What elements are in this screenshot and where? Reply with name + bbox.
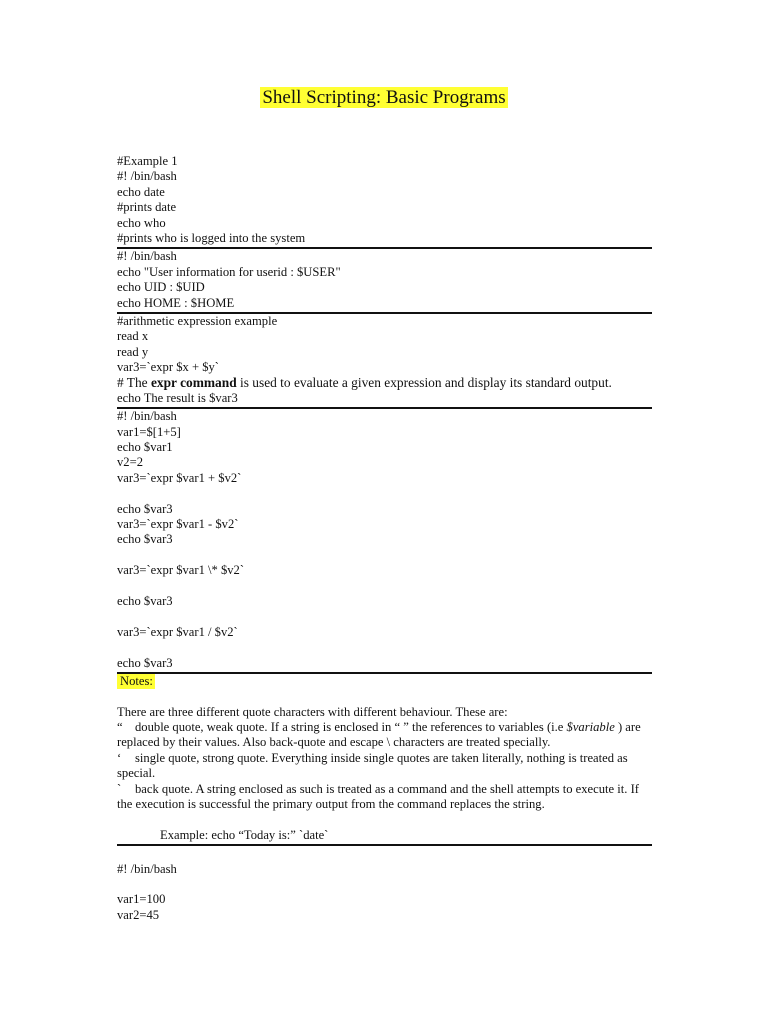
code-line: echo The result is $var3 <box>117 390 238 405</box>
code-line: #prints who is logged into the system <box>117 230 306 245</box>
var-block <box>117 846 652 923</box>
code-line: var3=`expr $var1 - $v2` <box>117 516 239 531</box>
notes-label: Notes: <box>117 674 155 689</box>
back-quote-symbol: ` <box>117 781 122 796</box>
single-quote-symbol: ‘ <box>117 750 122 765</box>
code-line: var2=45 <box>117 907 160 922</box>
double-quote-symbol: “ <box>117 720 123 735</box>
code-line: echo UID : $UID <box>117 280 205 295</box>
code-line: v2=2 <box>117 455 143 470</box>
code-line: echo $var3 <box>117 655 173 670</box>
code-line: #! /bin/bash <box>117 409 177 424</box>
code-line: echo $var3 <box>117 532 173 547</box>
code-line: read y <box>117 344 149 359</box>
code-line: #prints date <box>117 200 177 215</box>
example-1-block <box>117 154 652 246</box>
code-line: var3=`expr $var1 \* $v2` <box>117 563 245 578</box>
code-line: echo $var1 <box>117 440 173 455</box>
code-line: echo $var3 <box>117 593 173 608</box>
user-info-block <box>117 249 652 311</box>
single-quote-note: ‘ single quote, strong quote. Everything inside single quotes are taken literally, nothing is treated as special. <box>117 750 628 781</box>
page-title: Shell Scripting: Basic Programs <box>262 87 506 108</box>
code-line: #Example 1 <box>117 154 178 168</box>
code-line: #! /bin/bash <box>117 169 177 184</box>
code-line: read x <box>117 329 149 344</box>
double-quote-note: “ double quote, weak quote. If a string is enclosed in “ ” the references to variables (i.e $variable ) are replaced by their values. Also back-quote and escape \ characters are treated specially. <box>117 720 641 750</box>
code-line: echo $var3 <box>117 501 173 516</box>
code-line: var1=$[1+5] <box>117 424 181 439</box>
expr-comment: # The expr command is used to evaluate a given expression and display its standard output. <box>117 375 612 391</box>
document-body <box>117 154 652 923</box>
variable-term: $variable <box>566 720 615 735</box>
code-line: var1=100 <box>117 892 166 907</box>
var-arithmetic-block <box>117 409 652 671</box>
code-line: #arithmetic expression example <box>117 313 278 328</box>
code-line: var3=`expr $var1 + $v2` <box>117 470 242 485</box>
code-line: echo "User information for userid : $USER" <box>117 264 341 279</box>
notes-block <box>117 674 652 843</box>
code-line: var3=`expr $var1 / $v2` <box>117 624 238 639</box>
code-line: echo HOME : $HOME <box>117 295 235 310</box>
code-line: echo who <box>117 215 166 230</box>
code-line: var3=`expr $x + $y` <box>117 360 219 375</box>
code-line: echo date <box>117 184 165 199</box>
code-line: #! /bin/bash <box>117 249 177 264</box>
back-quote-note: ` back quote. A string enclosed as such is treated as a command and the shell attempts to execute it. If the execution is successful the primary output from the command replaces the string. <box>117 781 639 812</box>
expr-command-term: expr command <box>150 375 237 391</box>
arithmetic-block <box>117 314 652 406</box>
example-line: Example: echo “Today is:” `date` <box>160 827 329 842</box>
notes-intro: There are three different quote characters with different behaviour. These are: <box>117 704 508 719</box>
code-line: #! /bin/bash <box>117 861 177 876</box>
